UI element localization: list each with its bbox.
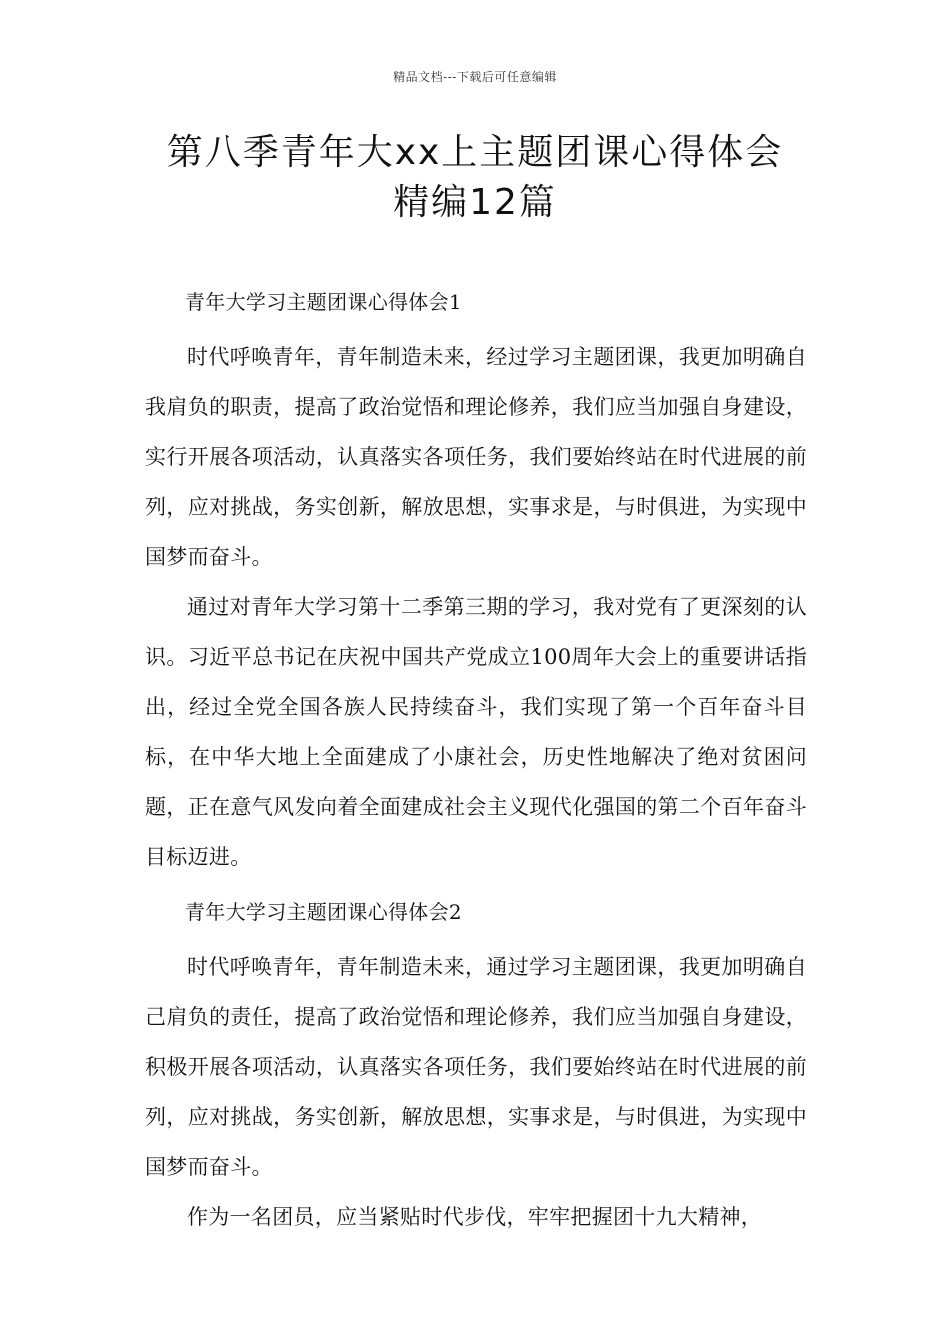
title-line-1: 第八季青年大xx上主题团课心得体会: [166, 132, 784, 173]
document-body: [145, 272, 807, 1242]
section-heading-1: 青年大学习主题团课心得体会1: [185, 290, 462, 314]
title-line-2: 精编12篇: [393, 182, 557, 223]
document-title: [100, 128, 850, 228]
section-heading-2: 青年大学习主题团课心得体会2: [185, 900, 462, 924]
paragraph: 通过对青年大学习第十二季第三期的学习，我对党有了更深刻的认识。习近平总书记在庆祝中国共产党成立100周年大会上的重要讲话指出，经过全党全国各族人民持续奋斗，我们实现了第一个百年奋斗目标，在中华大地上全面建成了小康社会，历史性地解决了绝对贫困问题，正在意气风发向着全面建成社会主义现代化强国的第二个百年奋斗目标迈进。: [145, 595, 807, 869]
page-header-watermark: 精品文档---下载后可任意编辑: [393, 70, 557, 84]
paragraph: 时代呼唤青年，青年制造未来，通过学习主题团课，我更加明确自己肩负的责任，提高了政治觉悟和理论修养，我们应当加强自身建设，积极开展各项活动，认真落实各项任务，我们要始终站在时代进展的前列，应对挑战，务实创新，解放思想，实事求是，与时俱进，为实现中国梦而奋斗。: [145, 955, 807, 1179]
paragraph: 时代呼唤青年，青年制造未来，经过学习主题团课，我更加明确自我肩负的职责，提高了政治觉悟和理论修养，我们应当加强自身建设，实行开展各项活动，认真落实各项任务，我们要始终站在时代进展的前列，应对挑战，务实创新，解放思想，实事求是，与时俱进，为实现中国梦而奋斗。: [145, 345, 807, 569]
paragraph: 作为一名团员，应当紧贴时代步伐，牢牢把握团十九大精神，: [187, 1205, 763, 1229]
